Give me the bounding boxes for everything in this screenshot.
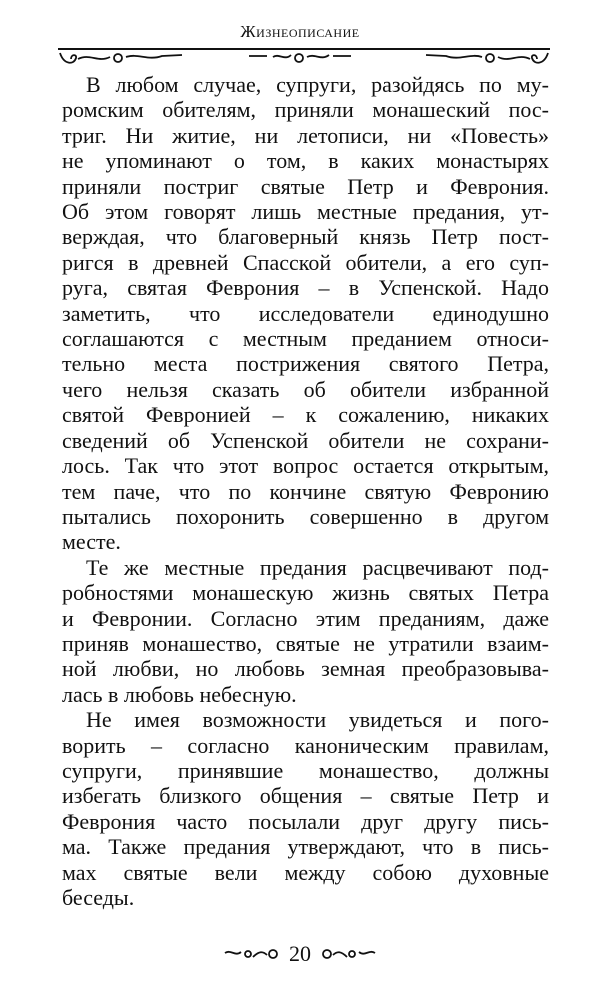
text-line: ромским обителям, приняли монашеский пос- <box>62 97 549 123</box>
text-line: верждая, что благоверный князь Петр пост- <box>62 224 549 250</box>
text-line: не упоминают о том, в каких монастырях <box>62 148 549 174</box>
text-line: лось. Так что этот вопрос остается открытым, <box>62 453 549 479</box>
text-line: Феврония часто посылали друг другу пись- <box>62 808 549 834</box>
text-line: ной любви, но любовь земная преобразовыва- <box>62 656 549 682</box>
text-line: Об этом говорят лишь местные предания, ут- <box>62 199 549 225</box>
text-line: супруги, принявшие монашество, должны <box>62 757 549 783</box>
text-line: пытались похоронить совершенно в другом <box>62 503 549 529</box>
header-rule <box>58 48 550 50</box>
footer-ornament-left-icon <box>223 947 279 961</box>
text-line: избегать близкого общения – святые Петр и <box>62 783 549 809</box>
text-line: мах святые вели между собою духовные <box>62 859 549 885</box>
text-line: робностями монашескую жизнь святых Петра <box>62 580 549 606</box>
text-line: месте. <box>62 529 121 555</box>
text-line: беседы. <box>62 885 135 910</box>
text-line: тельно места пострижения святого Петра, <box>62 351 549 377</box>
text-line: чего нельзя сказать об обители избранной <box>62 376 549 402</box>
paragraph <box>62 72 549 555</box>
text-line: лась в любовь небесную. <box>62 681 297 707</box>
text-line: ригся в древней Спасской обители, а его суп- <box>62 249 549 275</box>
text-line: триг. Ни житие, ни летописи, ни «Повесть» <box>62 122 549 148</box>
ornament-center-icon <box>245 51 355 65</box>
text-line: приняв монашество, святые не утратили взаим- <box>62 630 549 656</box>
text-line: тем паче, что по кончине святую Февронию <box>62 478 549 504</box>
text-line: В любом случае, супруги, разойдясь по му- <box>86 72 549 97</box>
text-line: приняли постриг святые Петр и Феврония. <box>62 173 549 199</box>
footer-ornament-right-icon <box>321 947 377 961</box>
text-line: ворить – согласно каноническим правилам, <box>62 732 549 758</box>
paragraph <box>62 555 549 707</box>
running-header: Жизнеописание <box>240 22 360 41</box>
text-line: Не имея возможности увидеться и пого- <box>86 707 549 733</box>
text-line: и Февронии. Согласно этим преданиям, даже <box>62 605 549 631</box>
text-line: руга, святая Феврония – в Успенской. Надо <box>62 275 549 301</box>
ornament-right-icon <box>420 51 550 67</box>
page-footer <box>0 940 600 968</box>
page-number: 20 <box>289 941 311 966</box>
text-line: сведений об Успенской обители не сохрани- <box>62 427 549 453</box>
paragraph <box>62 707 549 910</box>
ornament-left-icon <box>58 51 188 67</box>
text-line: соглашаются с местным преданием относи- <box>62 326 549 352</box>
body-text <box>62 72 549 910</box>
text-line: заметить, что исследователи единодушно <box>62 300 549 326</box>
text-line: святой Февронией – к сожалению, никаких <box>62 402 549 428</box>
text-line: ма. Также предания утверждают, что в пись- <box>62 834 549 860</box>
text-line: Те же местные предания расцвечивают под- <box>86 554 549 580</box>
